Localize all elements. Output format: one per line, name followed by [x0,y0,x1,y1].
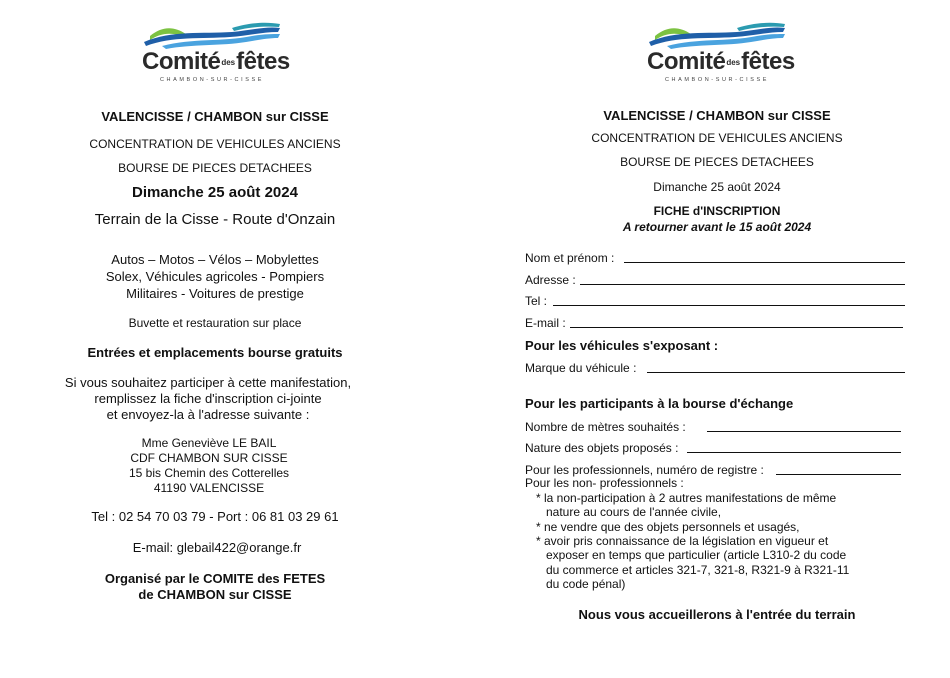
bourse-heading: Pour les participants à la bourse d'échange [525,396,794,411]
pro-registry-field[interactable] [776,474,901,475]
tel-field[interactable] [553,305,905,306]
address-line: 15 bis Chemin des Cotterelles [128,466,290,480]
committee-logo [142,22,290,92]
page-heading: VALENCISSE / CHAMBON sur CISSE [603,108,831,123]
logo-wordmark: Comitédesfêtes [142,48,290,75]
vehicle-brand-label: Marque du véhicule : [525,361,637,375]
email-field[interactable] [570,327,903,328]
address-line: 41190 VALENCISSE [153,481,265,495]
address-field[interactable] [580,284,905,285]
event-line-2: BOURSE DE PIECES DETACHEES [620,155,814,169]
address-label: Adresse : [525,273,576,287]
vehicle-brand-field[interactable] [647,372,905,373]
contact-phone: Tel : 02 54 70 03 79 - Port : 06 81 03 29 61 [91,509,339,524]
condition-line: * la non-participation à 2 autres manifestations de même [536,491,837,505]
address-line: CDF CHAMBON SUR CISSE [130,451,288,465]
name-field[interactable] [624,262,905,263]
organizer-line: Organisé par le COMITE des FETES [104,571,326,586]
event-line-1: CONCENTRATION DE VEHICULES ANCIENS [591,131,843,145]
logo-subtitle: CHAMBON-SUR-CISSE [159,77,265,83]
condition-line: exposer en temps que particulier (article L310-2 du code [546,548,847,562]
objects-label: Nature des objets proposés : [525,441,679,455]
event-date: Dimanche 25 août 2024 [653,180,781,194]
email-label: E-mail : [525,316,566,330]
vehicle-types-line: Militaires - Voitures de prestige [126,286,304,301]
condition-line: du code pénal) [546,577,626,591]
vehicle-types-line: Autos – Motos – Vélos – Mobylettes [111,252,319,267]
address-line: Mme Geneviève LE BAIL [141,436,277,450]
wave-logo-icon [647,22,787,50]
page-heading: VALENCISSE / CHAMBON sur CISSE [101,109,329,124]
invite-line: et envoyez-la à l'adresse suivante : [106,407,310,422]
welcome-note: Nous vous accueillerons à l'entrée du terrain [578,607,856,622]
free-entry-note: Entrées et emplacements bourse gratuits [87,345,343,360]
meters-field[interactable] [707,431,901,432]
condition-line: nature au cours de l'année civile, [546,505,722,519]
logo-subtitle: CHAMBON-SUR-CISSE [664,77,770,83]
event-place: Terrain de la Cisse - Route d'Onzain [94,211,336,228]
contact-email: E-mail: glebail422@orange.fr [132,540,302,555]
exposants-heading: Pour les véhicules s'exposant : [525,338,719,353]
meters-label: Nombre de mètres souhaités : [525,420,686,434]
name-label: Nom et prénom : [525,251,615,265]
condition-line: du commerce et articles 321-7, 321-8, R321-9 à R321-11 [546,563,850,577]
wave-logo-icon [142,22,282,50]
logo-wordmark: Comitédesfêtes [647,48,795,75]
tel-label: Tel : [525,294,548,308]
invite-line: remplissez la fiche d'inscription ci-jointe [94,391,322,406]
condition-line: * avoir pris connaissance de la législation en vigueur et [536,534,829,548]
event-line-2: BOURSE DE PIECES DETACHEES [118,161,312,175]
nonpro-label: Pour les non- professionnels : [525,476,684,490]
form-title: FICHE d'INSCRIPTION [653,204,781,218]
objects-field[interactable] [687,452,901,453]
vehicle-types-line: Solex, Véhicules agricoles - Pompiers [105,269,325,284]
invite-line: Si vous souhaitez participer à cette manifestation, [64,375,352,390]
condition-line: * ne vendre que des objets personnels et usagés, [536,520,800,534]
buvette-note: Buvette et restauration sur place [128,316,302,330]
committee-logo [647,22,795,92]
form-deadline: A retourner avant le 15 août 2024 [622,220,812,234]
event-date: Dimanche 25 août 2024 [132,184,298,201]
organizer-line: de CHAMBON sur CISSE [138,587,292,602]
event-line-1: CONCENTRATION DE VEHICULES ANCIENS [89,137,341,151]
pro-registry-label: Pour les professionnels, numéro de registre : [525,463,764,477]
